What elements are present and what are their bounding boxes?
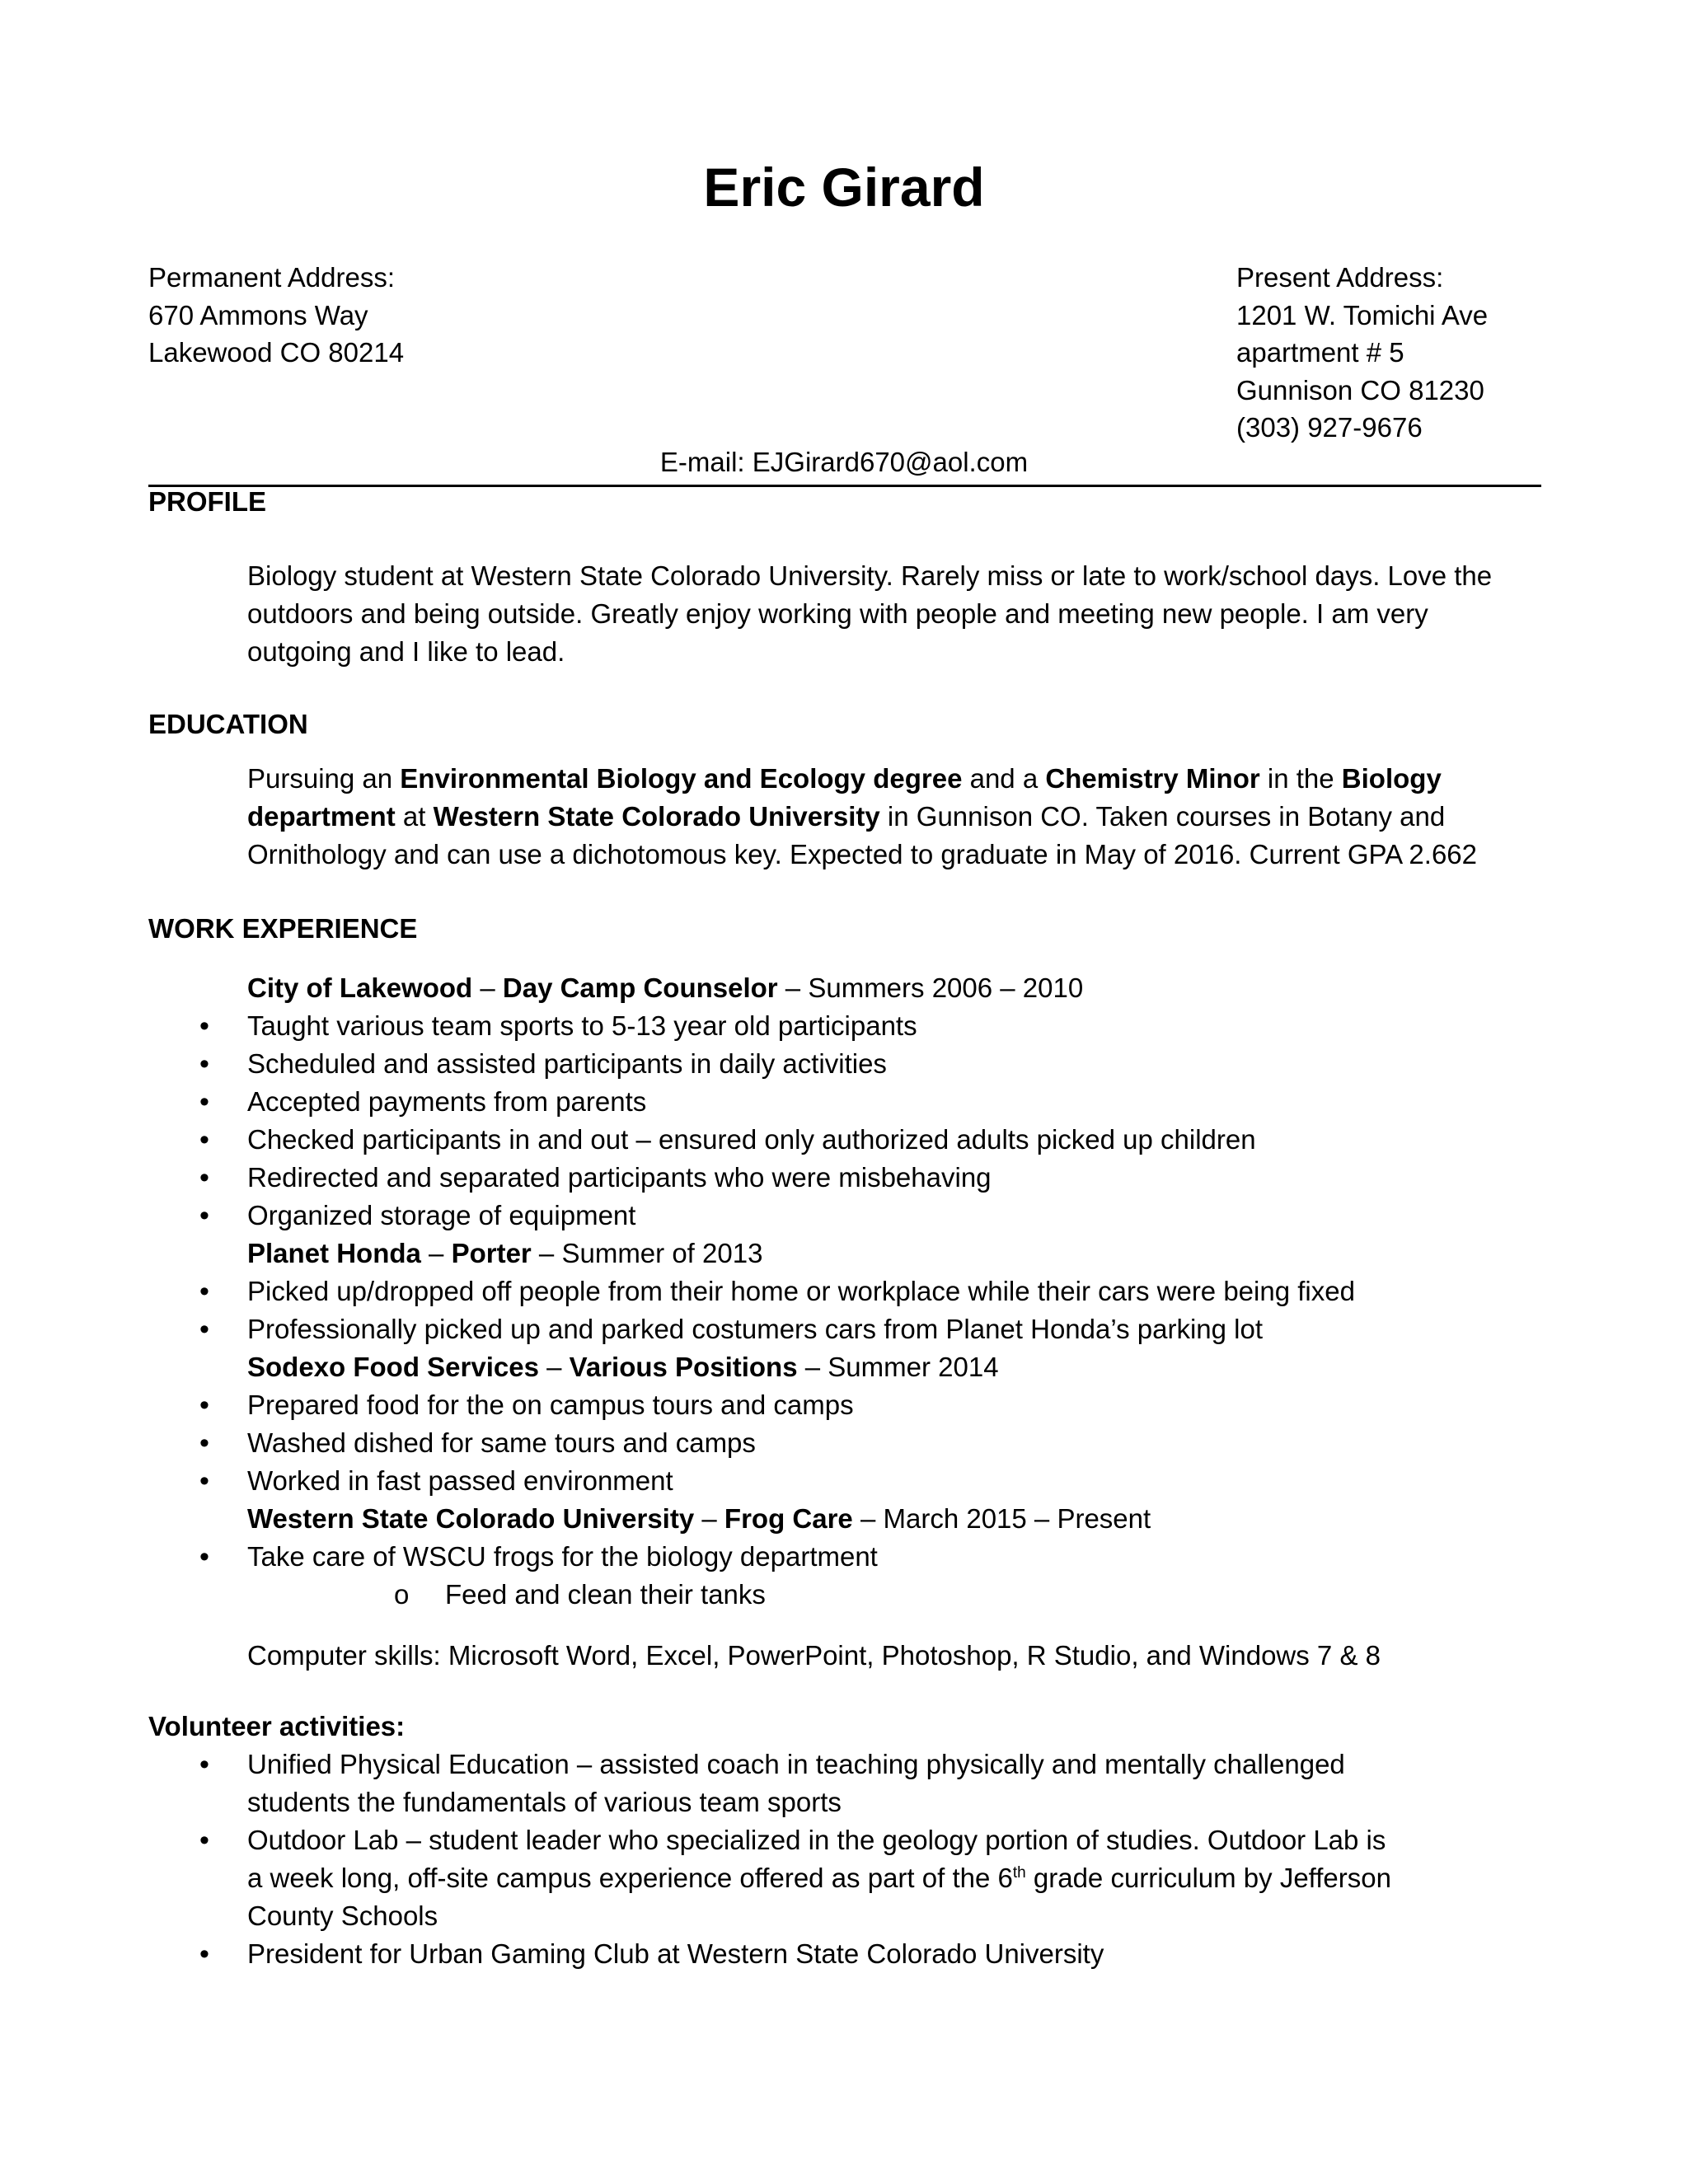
- volunteer-line: County Schools: [247, 1900, 438, 1931]
- text: and a: [962, 763, 1046, 794]
- volunteer-line: • Unified Physical Education – assisted coach in teaching physically and mentally challenged: [247, 1749, 1345, 1779]
- text: grade curriculum by Jefferson: [1025, 1863, 1391, 1893]
- present-address-apartment: apartment # 5: [1236, 337, 1404, 368]
- job-header: [247, 969, 1541, 1007]
- text: in Gunnison CO. Taken courses in Botany and: [879, 801, 1446, 832]
- profile-line: outgoing and I like to lead.: [247, 636, 565, 667]
- permanent-address-city: Lakewood CO 80214: [148, 337, 405, 368]
- job-header: [247, 1500, 1541, 1538]
- job-dates: March 2015 – Present: [883, 1503, 1151, 1534]
- job-dates: Summers 2006 – 2010: [808, 972, 1084, 1003]
- job-header: [247, 1348, 1541, 1386]
- list-item: • Accepted payments from parents: [148, 1083, 1541, 1121]
- list-item: • Worked in fast passed environment: [148, 1462, 1541, 1500]
- text: Pursuing an: [247, 763, 401, 794]
- resume-name: Eric Girard: [703, 157, 985, 218]
- job-dates: Summer 2014: [828, 1352, 999, 1382]
- separator: –: [538, 1352, 570, 1382]
- work-experience-heading: WORK EXPERIENCE: [148, 913, 418, 944]
- text: a week long, off-site campus experience offered as part of the 6: [247, 1863, 1013, 1893]
- list-item: • Checked participants in and out – ensured only authorized adults picked up children: [148, 1121, 1541, 1159]
- department-name: Biology: [1341, 763, 1442, 794]
- list-item: • Picked up/dropped off people from their home or workplace while their cars were being fixed: [148, 1272, 1541, 1310]
- separator: –: [777, 972, 809, 1003]
- list-item: • Redirected and separated participants who were misbehaving: [148, 1159, 1541, 1197]
- sub-list-item: [247, 1576, 1541, 1614]
- list-item: • Take care of WSCU frogs for the biology department: [148, 1538, 1541, 1576]
- sub-bullet-marker: o: [394, 1579, 410, 1610]
- sub-bullet-text: Feed and clean their tanks: [445, 1579, 766, 1610]
- profile-heading: PROFILE: [148, 486, 267, 517]
- text: at: [395, 801, 434, 832]
- volunteer-list: [247, 1746, 1541, 1973]
- volunteer-heading: Volunteer activities:: [148, 1711, 406, 1741]
- permanent-address-street: 670 Ammons Way: [148, 299, 368, 330]
- separator: –: [472, 972, 503, 1003]
- department-name: department: [247, 801, 396, 832]
- list-item: • Scheduled and assisted participants in daily activities: [148, 1045, 1541, 1083]
- header-divider: [148, 485, 1541, 487]
- job-bullets: [148, 1007, 1541, 1235]
- list-item: • Washed dished for same tours and camps: [148, 1424, 1541, 1462]
- university-name: Western State Colorado University: [433, 801, 880, 832]
- employer: Western State Colorado University: [247, 1503, 695, 1534]
- permanent-address-label: Permanent Address:: [148, 262, 395, 293]
- list-item: • President for Urban Gaming Club at Western State Colorado University: [148, 1935, 1541, 1973]
- job-header: [247, 1235, 1541, 1272]
- separator: –: [420, 1238, 452, 1268]
- present-address-label: Present Address:: [1236, 262, 1444, 293]
- present-address: [1236, 259, 1488, 447]
- list-item: • Taught various team sports to 5-13 year old participants: [148, 1007, 1541, 1045]
- present-address-city: Gunnison CO 81230: [1236, 374, 1484, 405]
- list-item: • Prepared food for the on campus tours and camps: [148, 1386, 1541, 1424]
- employer: Sodexo Food Services: [247, 1352, 539, 1382]
- list-item: • Organized storage of equipment: [148, 1197, 1541, 1235]
- education-line: [247, 760, 1541, 798]
- list-item: [148, 1746, 1541, 1821]
- volunteer-bullets: [148, 1746, 1541, 1973]
- job-dates: Summer of 2013: [561, 1238, 763, 1268]
- job-bullets: [148, 1272, 1541, 1348]
- permanent-address: [148, 259, 404, 372]
- education-text: [247, 760, 1541, 874]
- job-title: Porter: [451, 1238, 532, 1268]
- separator: –: [531, 1238, 562, 1268]
- volunteer-line: students the fundamentals of various team sports: [247, 1787, 842, 1817]
- volunteer-line: • Outdoor Lab – student leader who specialized in the geology portion of studies. Outdoor Lab is: [247, 1825, 1386, 1855]
- employer: Planet Honda: [247, 1238, 421, 1268]
- profile-line: outdoors and being outside. Greatly enjoy working with people and meeting new people. I am very: [247, 598, 1428, 629]
- education-heading: EDUCATION: [148, 709, 308, 739]
- volunteer-line: [247, 1859, 1541, 1897]
- employer: City of Lakewood: [247, 972, 473, 1003]
- job-title: Frog Care: [724, 1503, 853, 1534]
- phone-number: (303) 927-9676: [1236, 412, 1423, 443]
- job-bullets: [148, 1538, 1541, 1576]
- education-line: [247, 798, 1541, 836]
- separator: –: [797, 1352, 828, 1382]
- degree-name: Environmental Biology and Ecology degree: [400, 763, 963, 794]
- profile-line: Biology student at Western State Colorado University. Rarely miss or late to work/school days. Love the: [247, 560, 1493, 591]
- list-item: • Professionally picked up and parked costumers cars from Planet Honda’s parking lot: [148, 1310, 1541, 1348]
- list-item: [148, 1821, 1541, 1935]
- job-bullets: [148, 1386, 1541, 1500]
- profile-text: [247, 557, 1541, 671]
- present-address-street: 1201 W. Tomichi Ave: [1236, 299, 1489, 330]
- computer-skills: Computer skills: Microsoft Word, Excel, PowerPoint, Photoshop, R Studio, and Windows 7 & 8: [247, 1640, 1381, 1671]
- minor-name: Chemistry Minor: [1045, 763, 1260, 794]
- text: in the: [1259, 763, 1342, 794]
- job-title: Various Positions: [569, 1352, 798, 1382]
- separator: –: [694, 1503, 724, 1534]
- ordinal-suffix: th: [1012, 1864, 1026, 1882]
- job-title: Day Camp Counselor: [502, 972, 778, 1003]
- separator: –: [852, 1503, 884, 1534]
- work-experience-list: [247, 969, 1541, 1675]
- education-line: Ornithology and can use a dichotomous key. Expected to graduate in May of 2016. Current GPA 2.662: [247, 839, 1478, 869]
- email-address: E-mail: EJGirard670@aol.com: [659, 447, 1029, 477]
